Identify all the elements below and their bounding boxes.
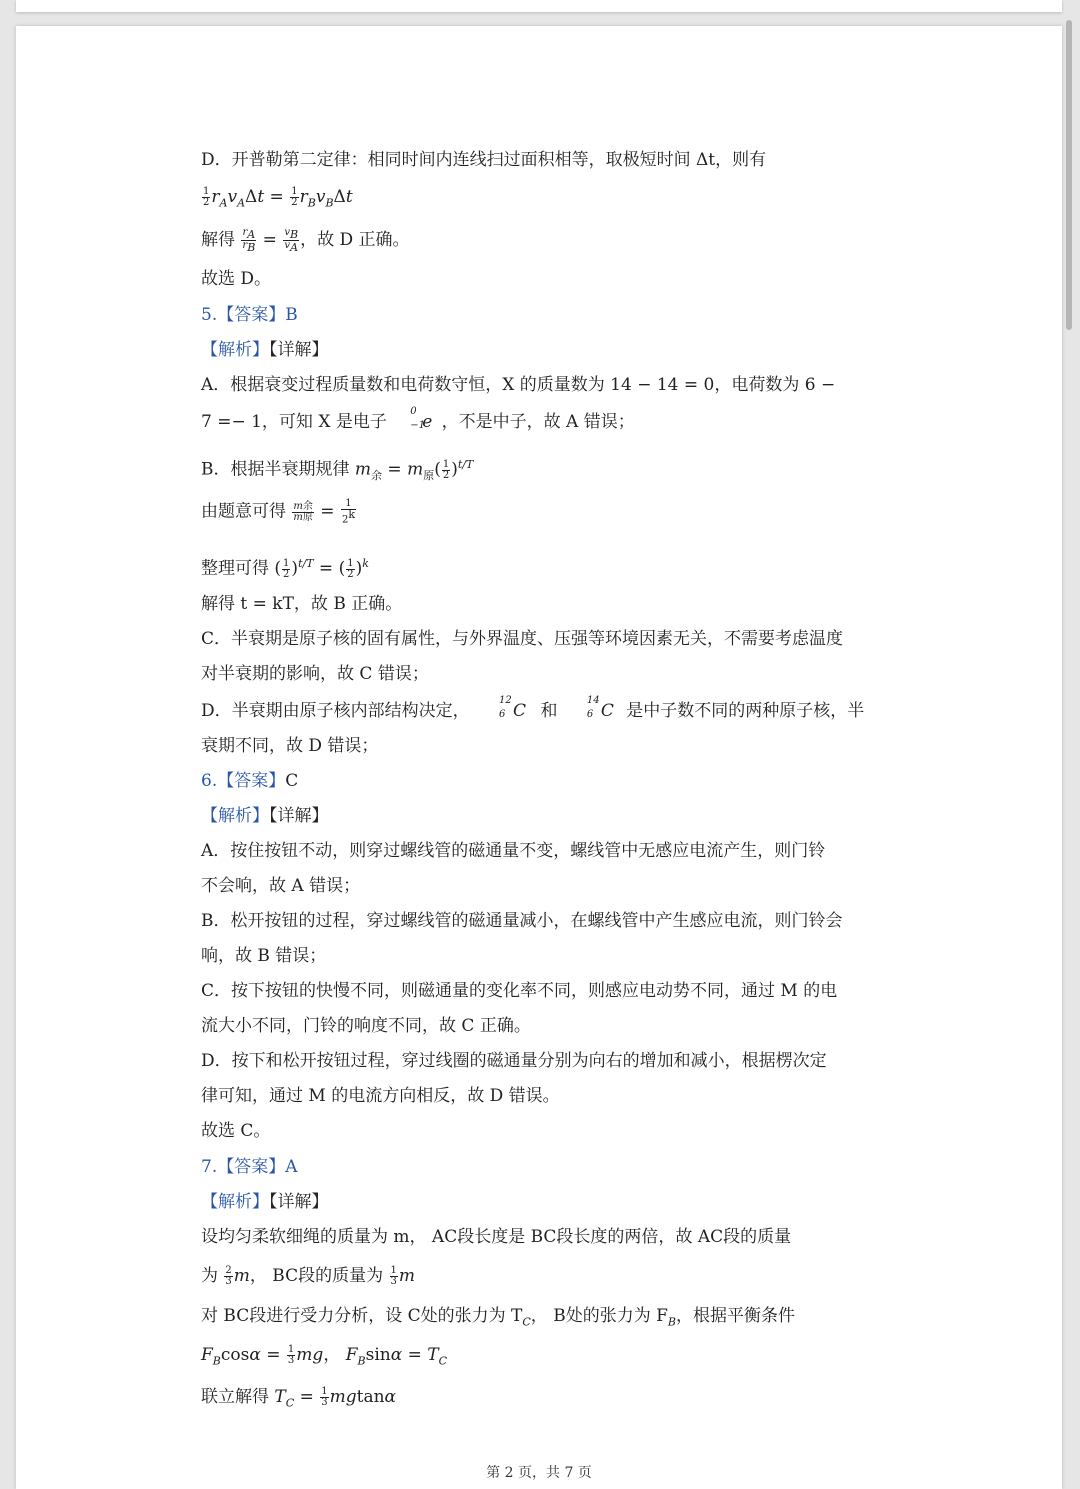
answer-heading: 7.【答案】A bbox=[201, 1157, 298, 1177]
answer-heading: 6.【答案】C bbox=[201, 771, 299, 791]
formula-line: $F_B\cos\alpha$ = $\frac{1}{3}$ mg， $F_B\sin\alpha = T_C$ bbox=[201, 1344, 448, 1368]
text-line: 不会响，故 A 错误； bbox=[201, 876, 361, 896]
text-line: 为 $\frac{2}{3}$ m， BC段的质量为 $\frac{1}{3}$ m bbox=[201, 1265, 416, 1287]
text-line: 联立解得 $T_C$ = $\frac{1}{3}$ mgtanα bbox=[201, 1386, 397, 1410]
text-line: A．按住按钮不动，则穿过螺线管的磁通量不变，螺线管中无感应电流产生，则门铃 bbox=[201, 841, 826, 861]
text-line: 衰期不同，故 D 错误； bbox=[201, 736, 379, 756]
page-footer: 第 2 页，共 7 页 bbox=[486, 1465, 592, 1481]
text-line: B．根据半衰期规律 $m_余 = m_原$( $\frac{1}{2}$ )$^{t/T}$ bbox=[201, 458, 474, 483]
text-line: 律可知，通过 M 的电流方向相反，故 D 错误。 bbox=[201, 1086, 560, 1106]
text-line: 对 BC段进行受力分析，设 C处的张力为 $T_C$， B处的张力为 $F_B$，根据平衡条件 bbox=[201, 1306, 795, 1329]
text-line: 设均匀柔软细绳的质量为 m， AC段长度是 BC段长度的两倍，故 AC段的质量 bbox=[201, 1227, 792, 1247]
text-line: 解得 t = kT，故 B 正确。 bbox=[201, 594, 403, 614]
text-line: 整理可得 ( $\frac{1}{2}$ )$^{t/T}$ = ( $\frac{1}{2}$ )$^k$ bbox=[201, 557, 369, 580]
text-line: D．半衰期由原子核内部结构决定， 12 6 C 和 14 6 C 是中子数不同的两种原子核，半 bbox=[201, 695, 865, 721]
text-line: 7 =− 1，可知 X 是电子 0 −1 e ，不是中子，故 A 错误； bbox=[201, 406, 635, 432]
text-line: 响，故 B 错误； bbox=[201, 946, 327, 966]
formula-line: $\frac{1}{2}$ $r_Av_A\Delta t$ = $\frac{1}{2}$ $r_Bv_B\Delta t$ bbox=[203, 186, 353, 210]
analysis-heading: 【解析】【详解】 bbox=[201, 806, 329, 826]
text-line: 流大小不同，门铃的响度不同，故 C 正确。 bbox=[201, 1016, 531, 1036]
text-line: B．松开按钮的过程，穿过螺线管的磁通量减小，在螺线管中产生感应电流，则门铃会 bbox=[201, 911, 843, 931]
text-line: 由题意可得 $\frac{\text{m余}}{\text{m原}}$ = $\frac{1}{2^k}$ bbox=[201, 498, 355, 526]
text-line: 解得 $\frac{r_A}{r_B}$ = $\frac{v_B}{v_A}$ ，故 D 正确。 bbox=[201, 227, 410, 254]
text-line: C．半衰期是原子核的固有属性，与外界温度、压强等环境因素无关，不需要考虑温度 bbox=[201, 629, 844, 649]
text-line: 故选 C。 bbox=[201, 1121, 271, 1141]
previous-page-edge bbox=[16, 0, 1062, 12]
text-line: 故选 D。 bbox=[201, 269, 272, 289]
analysis-heading: 【解析】【详解】 bbox=[201, 1192, 329, 1212]
text-line: A．根据衰变过程质量数和电荷数守恒，X 的质量数为 14 − 14 = 0，电荷数为 6 − bbox=[201, 375, 836, 395]
answer-heading: 5.【答案】B bbox=[201, 305, 298, 325]
text-line: D．按下和松开按钮过程，穿过线圈的磁通量分别为向右的增加和减小，根据楞次定 bbox=[201, 1051, 827, 1071]
text-line: D．开普勒第二定律：相同时间内连线扫过面积相等，取极短时间 Δt，则有 bbox=[201, 150, 767, 170]
text-line: C．按下按钮的快慢不同，则磁通量的变化率不同，则感应电动势不同，通过 M 的电 bbox=[201, 981, 838, 1001]
text-line: 对半衰期的影响，故 C 错误； bbox=[201, 664, 429, 684]
analysis-heading: 【解析】【详解】 bbox=[201, 340, 329, 360]
document-page bbox=[16, 26, 1062, 1489]
scrollbar[interactable] bbox=[1066, 20, 1072, 330]
